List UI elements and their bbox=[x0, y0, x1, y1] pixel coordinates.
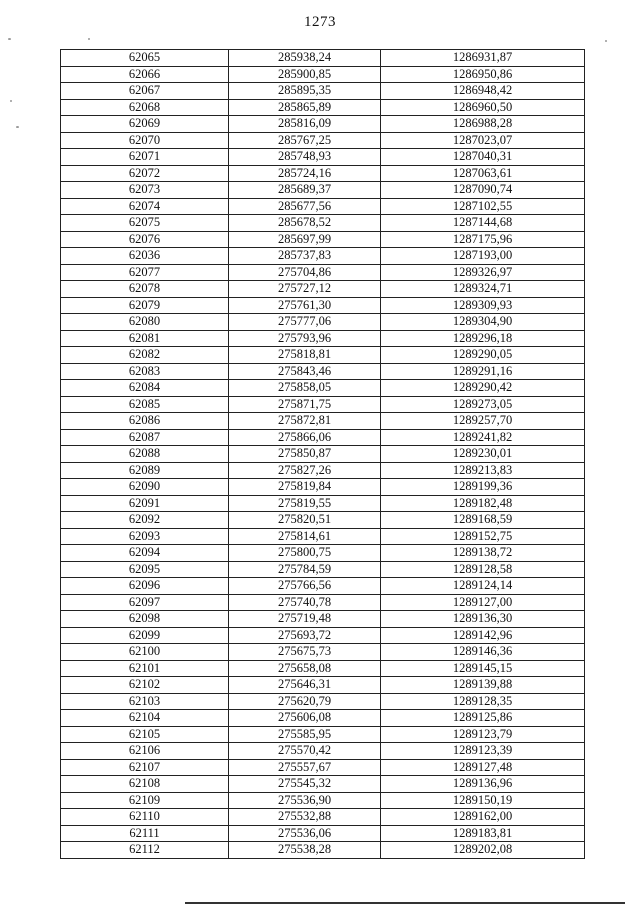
table-row bbox=[61, 809, 585, 826]
table-row bbox=[61, 149, 585, 166]
y-coordinate-cell: 1289150,19 bbox=[381, 792, 585, 809]
table-row bbox=[61, 545, 585, 562]
point-number-cell: 62094 bbox=[61, 545, 229, 562]
y-coordinate-cell: 1289202,08 bbox=[381, 842, 585, 859]
table-row bbox=[61, 776, 585, 793]
table-row bbox=[61, 693, 585, 710]
point-number-cell: 62098 bbox=[61, 611, 229, 628]
table-row bbox=[61, 132, 585, 149]
x-coordinate-cell: 285895,35 bbox=[229, 83, 381, 100]
point-number-cell: 62066 bbox=[61, 66, 229, 83]
x-coordinate-cell: 275819,84 bbox=[229, 479, 381, 496]
y-coordinate-cell: 1289291,16 bbox=[381, 363, 585, 380]
scan-speck bbox=[8, 38, 11, 40]
point-number-cell: 62083 bbox=[61, 363, 229, 380]
point-number-cell: 62076 bbox=[61, 231, 229, 248]
y-coordinate-cell: 1289138,72 bbox=[381, 545, 585, 562]
x-coordinate-cell: 275872,81 bbox=[229, 413, 381, 430]
table-row bbox=[61, 297, 585, 314]
point-number-cell: 62107 bbox=[61, 759, 229, 776]
x-coordinate-cell: 275538,28 bbox=[229, 842, 381, 859]
y-coordinate-cell: 1289146,36 bbox=[381, 644, 585, 661]
point-number-cell: 62095 bbox=[61, 561, 229, 578]
y-coordinate-cell: 1287144,68 bbox=[381, 215, 585, 232]
table-row bbox=[61, 726, 585, 743]
scan-speck bbox=[605, 40, 607, 42]
x-coordinate-cell: 275818,81 bbox=[229, 347, 381, 364]
table-row bbox=[61, 825, 585, 842]
point-number-cell: 62086 bbox=[61, 413, 229, 430]
x-coordinate-cell: 275820,51 bbox=[229, 512, 381, 529]
x-coordinate-cell: 285748,93 bbox=[229, 149, 381, 166]
y-coordinate-cell: 1289213,83 bbox=[381, 462, 585, 479]
y-coordinate-cell: 1289273,05 bbox=[381, 396, 585, 413]
y-coordinate-cell: 1287090,74 bbox=[381, 182, 585, 199]
x-coordinate-cell: 275858,05 bbox=[229, 380, 381, 397]
x-coordinate-cell: 275814,61 bbox=[229, 528, 381, 545]
x-coordinate-cell: 275843,46 bbox=[229, 363, 381, 380]
x-coordinate-cell: 275761,30 bbox=[229, 297, 381, 314]
table-row bbox=[61, 743, 585, 760]
y-coordinate-cell: 1289168,59 bbox=[381, 512, 585, 529]
x-coordinate-cell: 275727,12 bbox=[229, 281, 381, 298]
point-number-cell: 62089 bbox=[61, 462, 229, 479]
point-number-cell: 62091 bbox=[61, 495, 229, 512]
scan-speck bbox=[88, 38, 90, 40]
x-coordinate-cell: 275536,06 bbox=[229, 825, 381, 842]
table-row bbox=[61, 99, 585, 116]
y-coordinate-cell: 1287193,00 bbox=[381, 248, 585, 265]
x-coordinate-cell: 285737,83 bbox=[229, 248, 381, 265]
point-number-cell: 62068 bbox=[61, 99, 229, 116]
x-coordinate-cell: 285689,37 bbox=[229, 182, 381, 199]
x-coordinate-cell: 275570,42 bbox=[229, 743, 381, 760]
y-coordinate-cell: 1289290,05 bbox=[381, 347, 585, 364]
point-number-cell: 62111 bbox=[61, 825, 229, 842]
point-number-cell: 62110 bbox=[61, 809, 229, 826]
y-coordinate-cell: 1289241,82 bbox=[381, 429, 585, 446]
y-coordinate-cell: 1286931,87 bbox=[381, 50, 585, 67]
point-number-cell: 62073 bbox=[61, 182, 229, 199]
x-coordinate-cell: 285767,25 bbox=[229, 132, 381, 149]
y-coordinate-cell: 1289162,00 bbox=[381, 809, 585, 826]
y-coordinate-cell: 1289199,36 bbox=[381, 479, 585, 496]
y-coordinate-cell: 1289127,48 bbox=[381, 759, 585, 776]
x-coordinate-cell: 275585,95 bbox=[229, 726, 381, 743]
y-coordinate-cell: 1289309,93 bbox=[381, 297, 585, 314]
x-coordinate-cell: 275606,08 bbox=[229, 710, 381, 727]
x-coordinate-cell: 275620,79 bbox=[229, 693, 381, 710]
table-row bbox=[61, 248, 585, 265]
table-row bbox=[61, 842, 585, 859]
page-number: 1273 bbox=[304, 14, 336, 30]
table-row bbox=[61, 215, 585, 232]
y-coordinate-cell: 1289230,01 bbox=[381, 446, 585, 463]
x-coordinate-cell: 275658,08 bbox=[229, 660, 381, 677]
point-number-cell: 62101 bbox=[61, 660, 229, 677]
y-coordinate-cell: 1289123,79 bbox=[381, 726, 585, 743]
y-coordinate-cell: 1286948,42 bbox=[381, 83, 585, 100]
table-row bbox=[61, 347, 585, 364]
y-coordinate-cell: 1287175,96 bbox=[381, 231, 585, 248]
y-coordinate-cell: 1289296,18 bbox=[381, 330, 585, 347]
table-row bbox=[61, 83, 585, 100]
table-row bbox=[61, 660, 585, 677]
y-coordinate-cell: 1286950,86 bbox=[381, 66, 585, 83]
y-coordinate-cell: 1289127,00 bbox=[381, 594, 585, 611]
y-coordinate-cell: 1289257,70 bbox=[381, 413, 585, 430]
point-number-cell: 62105 bbox=[61, 726, 229, 743]
table-row bbox=[61, 462, 585, 479]
point-number-cell: 62104 bbox=[61, 710, 229, 727]
table-row bbox=[61, 611, 585, 628]
point-number-cell: 62092 bbox=[61, 512, 229, 529]
point-number-cell: 62112 bbox=[61, 842, 229, 859]
x-coordinate-cell: 285865,89 bbox=[229, 99, 381, 116]
table-row bbox=[61, 380, 585, 397]
table-row bbox=[61, 50, 585, 67]
x-coordinate-cell: 275532,88 bbox=[229, 809, 381, 826]
y-coordinate-cell: 1289326,97 bbox=[381, 264, 585, 281]
point-number-cell: 62090 bbox=[61, 479, 229, 496]
table-row bbox=[61, 792, 585, 809]
table-row bbox=[61, 512, 585, 529]
x-coordinate-cell: 275693,72 bbox=[229, 627, 381, 644]
point-number-cell: 62109 bbox=[61, 792, 229, 809]
x-coordinate-cell: 275871,75 bbox=[229, 396, 381, 413]
x-coordinate-cell: 275784,59 bbox=[229, 561, 381, 578]
point-number-cell: 62085 bbox=[61, 396, 229, 413]
table-row bbox=[61, 429, 585, 446]
x-coordinate-cell: 275793,96 bbox=[229, 330, 381, 347]
x-coordinate-cell: 285697,99 bbox=[229, 231, 381, 248]
table-row bbox=[61, 182, 585, 199]
x-coordinate-cell: 285816,09 bbox=[229, 116, 381, 133]
x-coordinate-cell: 275646,31 bbox=[229, 677, 381, 694]
x-coordinate-cell: 275675,73 bbox=[229, 644, 381, 661]
point-number-cell: 62100 bbox=[61, 644, 229, 661]
y-coordinate-cell: 1289123,39 bbox=[381, 743, 585, 760]
x-coordinate-cell: 285938,24 bbox=[229, 50, 381, 67]
point-number-cell: 62077 bbox=[61, 264, 229, 281]
table-row bbox=[61, 330, 585, 347]
x-coordinate-cell: 275766,56 bbox=[229, 578, 381, 595]
table-row bbox=[61, 446, 585, 463]
table-row bbox=[61, 66, 585, 83]
y-coordinate-cell: 1287102,55 bbox=[381, 198, 585, 215]
y-coordinate-cell: 1289128,58 bbox=[381, 561, 585, 578]
x-coordinate-cell: 275819,55 bbox=[229, 495, 381, 512]
table-row bbox=[61, 710, 585, 727]
y-coordinate-cell: 1289304,90 bbox=[381, 314, 585, 331]
table-row bbox=[61, 594, 585, 611]
table-row bbox=[61, 644, 585, 661]
point-number-cell: 62102 bbox=[61, 677, 229, 694]
point-number-cell: 62070 bbox=[61, 132, 229, 149]
table-row bbox=[61, 495, 585, 512]
point-number-cell: 62069 bbox=[61, 116, 229, 133]
x-coordinate-cell: 275536,90 bbox=[229, 792, 381, 809]
x-coordinate-cell: 275545,32 bbox=[229, 776, 381, 793]
point-number-cell: 62067 bbox=[61, 83, 229, 100]
table-row bbox=[61, 231, 585, 248]
table-row bbox=[61, 264, 585, 281]
point-number-cell: 62082 bbox=[61, 347, 229, 364]
point-number-cell: 62097 bbox=[61, 594, 229, 611]
y-coordinate-cell: 1289139,88 bbox=[381, 677, 585, 694]
y-coordinate-cell: 1287040,31 bbox=[381, 149, 585, 166]
point-number-cell: 62071 bbox=[61, 149, 229, 166]
table-row bbox=[61, 363, 585, 380]
point-number-cell: 62074 bbox=[61, 198, 229, 215]
y-coordinate-cell: 1289290,42 bbox=[381, 380, 585, 397]
point-number-cell: 62087 bbox=[61, 429, 229, 446]
point-number-cell: 62099 bbox=[61, 627, 229, 644]
table-row bbox=[61, 396, 585, 413]
point-number-cell: 62080 bbox=[61, 314, 229, 331]
y-coordinate-cell: 1289182,48 bbox=[381, 495, 585, 512]
table-row bbox=[61, 627, 585, 644]
x-coordinate-cell: 275557,67 bbox=[229, 759, 381, 776]
point-number-cell: 62088 bbox=[61, 446, 229, 463]
y-coordinate-cell: 1289324,71 bbox=[381, 281, 585, 298]
x-coordinate-cell: 275740,78 bbox=[229, 594, 381, 611]
x-coordinate-cell: 285678,52 bbox=[229, 215, 381, 232]
y-coordinate-cell: 1289142,96 bbox=[381, 627, 585, 644]
coordinates-table bbox=[60, 49, 585, 859]
y-coordinate-cell: 1289145,15 bbox=[381, 660, 585, 677]
table-row bbox=[61, 479, 585, 496]
point-number-cell: 62075 bbox=[61, 215, 229, 232]
x-coordinate-cell: 275719,48 bbox=[229, 611, 381, 628]
x-coordinate-cell: 275866,06 bbox=[229, 429, 381, 446]
table-row bbox=[61, 759, 585, 776]
y-coordinate-cell: 1289125,86 bbox=[381, 710, 585, 727]
table-row bbox=[61, 198, 585, 215]
y-coordinate-cell: 1289124,14 bbox=[381, 578, 585, 595]
x-coordinate-cell: 285724,16 bbox=[229, 165, 381, 182]
point-number-cell: 62103 bbox=[61, 693, 229, 710]
table-row bbox=[61, 578, 585, 595]
y-coordinate-cell: 1287023,07 bbox=[381, 132, 585, 149]
x-coordinate-cell: 275777,06 bbox=[229, 314, 381, 331]
y-coordinate-cell: 1287063,61 bbox=[381, 165, 585, 182]
y-coordinate-cell: 1289128,35 bbox=[381, 693, 585, 710]
x-coordinate-cell: 285900,85 bbox=[229, 66, 381, 83]
x-coordinate-cell: 285677,56 bbox=[229, 198, 381, 215]
coordinates-table-body bbox=[61, 50, 585, 859]
table-row bbox=[61, 281, 585, 298]
point-number-cell: 62036 bbox=[61, 248, 229, 265]
point-number-cell: 62096 bbox=[61, 578, 229, 595]
x-coordinate-cell: 275704,86 bbox=[229, 264, 381, 281]
table-row bbox=[61, 116, 585, 133]
point-number-cell: 62065 bbox=[61, 50, 229, 67]
scan-speck bbox=[10, 100, 12, 102]
y-coordinate-cell: 1289152,75 bbox=[381, 528, 585, 545]
table-row bbox=[61, 314, 585, 331]
x-coordinate-cell: 275800,75 bbox=[229, 545, 381, 562]
y-coordinate-cell: 1289136,96 bbox=[381, 776, 585, 793]
y-coordinate-cell: 1286988,28 bbox=[381, 116, 585, 133]
x-coordinate-cell: 275827,26 bbox=[229, 462, 381, 479]
point-number-cell: 62072 bbox=[61, 165, 229, 182]
y-coordinate-cell: 1289136,30 bbox=[381, 611, 585, 628]
scan-speck bbox=[16, 126, 19, 128]
table-row bbox=[61, 165, 585, 182]
point-number-cell: 62106 bbox=[61, 743, 229, 760]
point-number-cell: 62078 bbox=[61, 281, 229, 298]
point-number-cell: 62093 bbox=[61, 528, 229, 545]
point-number-cell: 62081 bbox=[61, 330, 229, 347]
table-row bbox=[61, 561, 585, 578]
table-row bbox=[61, 677, 585, 694]
scan-bottom-edge bbox=[185, 902, 625, 904]
y-coordinate-cell: 1286960,50 bbox=[381, 99, 585, 116]
point-number-cell: 62108 bbox=[61, 776, 229, 793]
point-number-cell: 62079 bbox=[61, 297, 229, 314]
table-row bbox=[61, 413, 585, 430]
x-coordinate-cell: 275850,87 bbox=[229, 446, 381, 463]
y-coordinate-cell: 1289183,81 bbox=[381, 825, 585, 842]
point-number-cell: 62084 bbox=[61, 380, 229, 397]
table-row bbox=[61, 528, 585, 545]
